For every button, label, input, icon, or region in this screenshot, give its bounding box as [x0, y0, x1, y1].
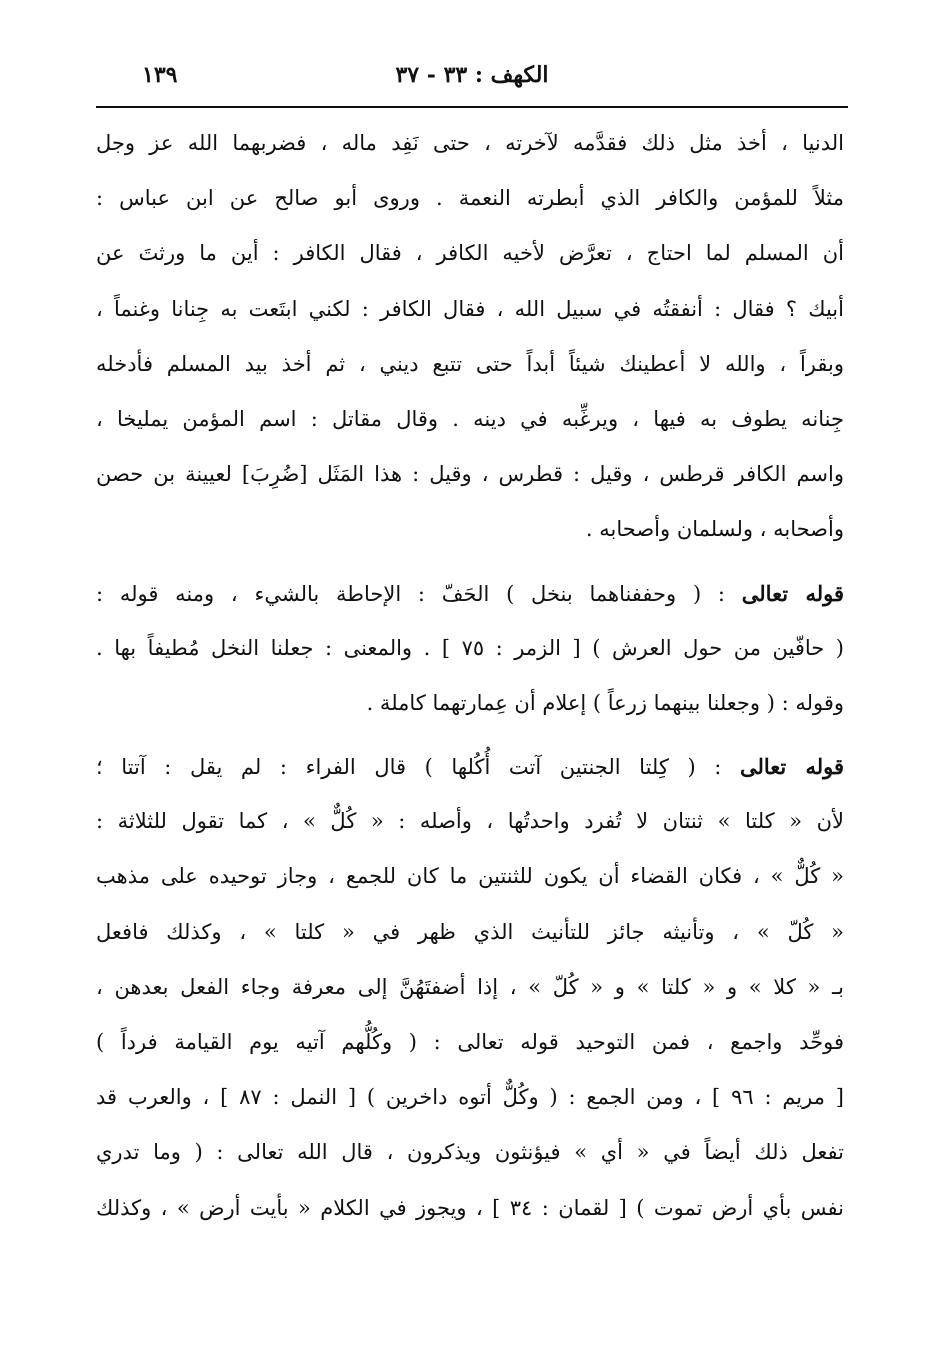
paragraph-lead: قوله تعالى [741, 580, 844, 606]
text-line: لأن « كلتا » ثنتان لا تُفرد واحدتُها ، وأصله : « كُلٌّ » ، كما تقول للثلاثة : [96, 809, 844, 834]
text-span: : ( كِلتا الجنتين آتت أُكُلها ) قال الفراء : لم يقل : آتتا ؛ [96, 755, 740, 780]
paragraph-lead: قوله تعالى [739, 754, 844, 780]
header-rule [96, 106, 848, 108]
text-line: [ مريم : ٩٦ ] ، ومن الجمع : ( وكُلٌّ أتوه داخرين ) [ النمل : ٨٧ ] ، والعرب قد [96, 1085, 844, 1110]
page-body [96, 116, 844, 1236]
text-line: فوحِّد واجمع ، فمن التوحيد قوله تعالى : ( وكُلُّهم آتيه يوم القيامة فرداً ) [96, 1030, 844, 1054]
text-line: ( حافّين من حول العرش ) [ الزمر : ٧٥ ] . والمعنى : جعلنا النخل مُطيفاً بها . [96, 635, 844, 660]
text-line: وأصحابه ، ولسلمان وأصحابه . [585, 517, 844, 542]
paragraph-2 [96, 566, 844, 732]
text-line: « كُلّ » ، وتأنيثه جائز للتأنيث الذي ظهر في « كلتا » ، وكذلك فافعل [96, 919, 844, 944]
text-line: مثلاً للمؤمن والكافر الذي أبطرته النعمة . وروى أبو صالح عن ابن عباس : [96, 186, 844, 211]
text-line: وقوله : ( وجعلنا بينهما زرعاً ) إعلام أن عِمارتهما كاملة . [366, 690, 844, 715]
page-header [96, 62, 848, 102]
text-line: « كُلٌّ » ، فكان القضاء أن يكون للثنتين ما كان للجمع ، وجاز توحيده على مذهب [96, 864, 844, 889]
text-line: الدنيا ، أخذ مثل ذلك فقدَّمه لآخرته ، حتى نَفِد ماله ، فضربهما الله عز وجل [96, 131, 844, 155]
running-title: الكهف : ٣٣ - ٣٧ [395, 62, 549, 88]
text-line: أبيك ؟ فقال : أنفقتُه في سبيل الله ، فقال الكافر : لكني ابتَعت به جِنانا وغنماً ، [96, 296, 844, 321]
text-line: جِنانه يطوف به فيها ، ويرغِّبه في دينه . وقال مقاتل : اسم المؤمن يمليخا ، [96, 406, 844, 431]
text-line [96, 739, 844, 794]
page-number: ١٣٩ [142, 62, 178, 88]
text-line: تفعل ذلك أيضاً في « أي » فيؤنثون ويذكرون ، قال الله تعالى : ( وما تدري [96, 1140, 844, 1165]
paragraph-1 [96, 116, 844, 558]
text-line [96, 566, 844, 621]
text-line: بـ « كلا » و « كلتا » و « كُلّ » ، إذا أضفتَهُنَّ إلى معرفة وجاء الفعل بعدهن ، [96, 974, 844, 999]
text-line: أن المسلم لما احتاج ، تعرَّض لأخيه الكافر ، فقال الكافر : أين ما ورثتَ عن [96, 241, 844, 266]
text-line: وبقراً ، والله لا أعطينك شيئاً أبداً حتى تتبع ديني ، ثم أخذ بيد المسلم فأدخله [96, 351, 844, 376]
text-line: واسم الكافر قرطس ، وقيل : قطرس ، وقيل : هذا المَثَل [ضُرِبَ] لعيينة بن حصن [96, 462, 844, 487]
paragraph-3 [96, 739, 844, 1236]
text-span: : ( وحففناهما بنخل ) الحَفّ : الإحاطة بالشيء ، ومنه قوله : [96, 581, 742, 606]
text-line: نفس بأي أرض تموت ) [ لقمان : ٣٤ ] ، ويجوز في الكلام « بأيت أرض » ، وكذلك [96, 1195, 844, 1220]
